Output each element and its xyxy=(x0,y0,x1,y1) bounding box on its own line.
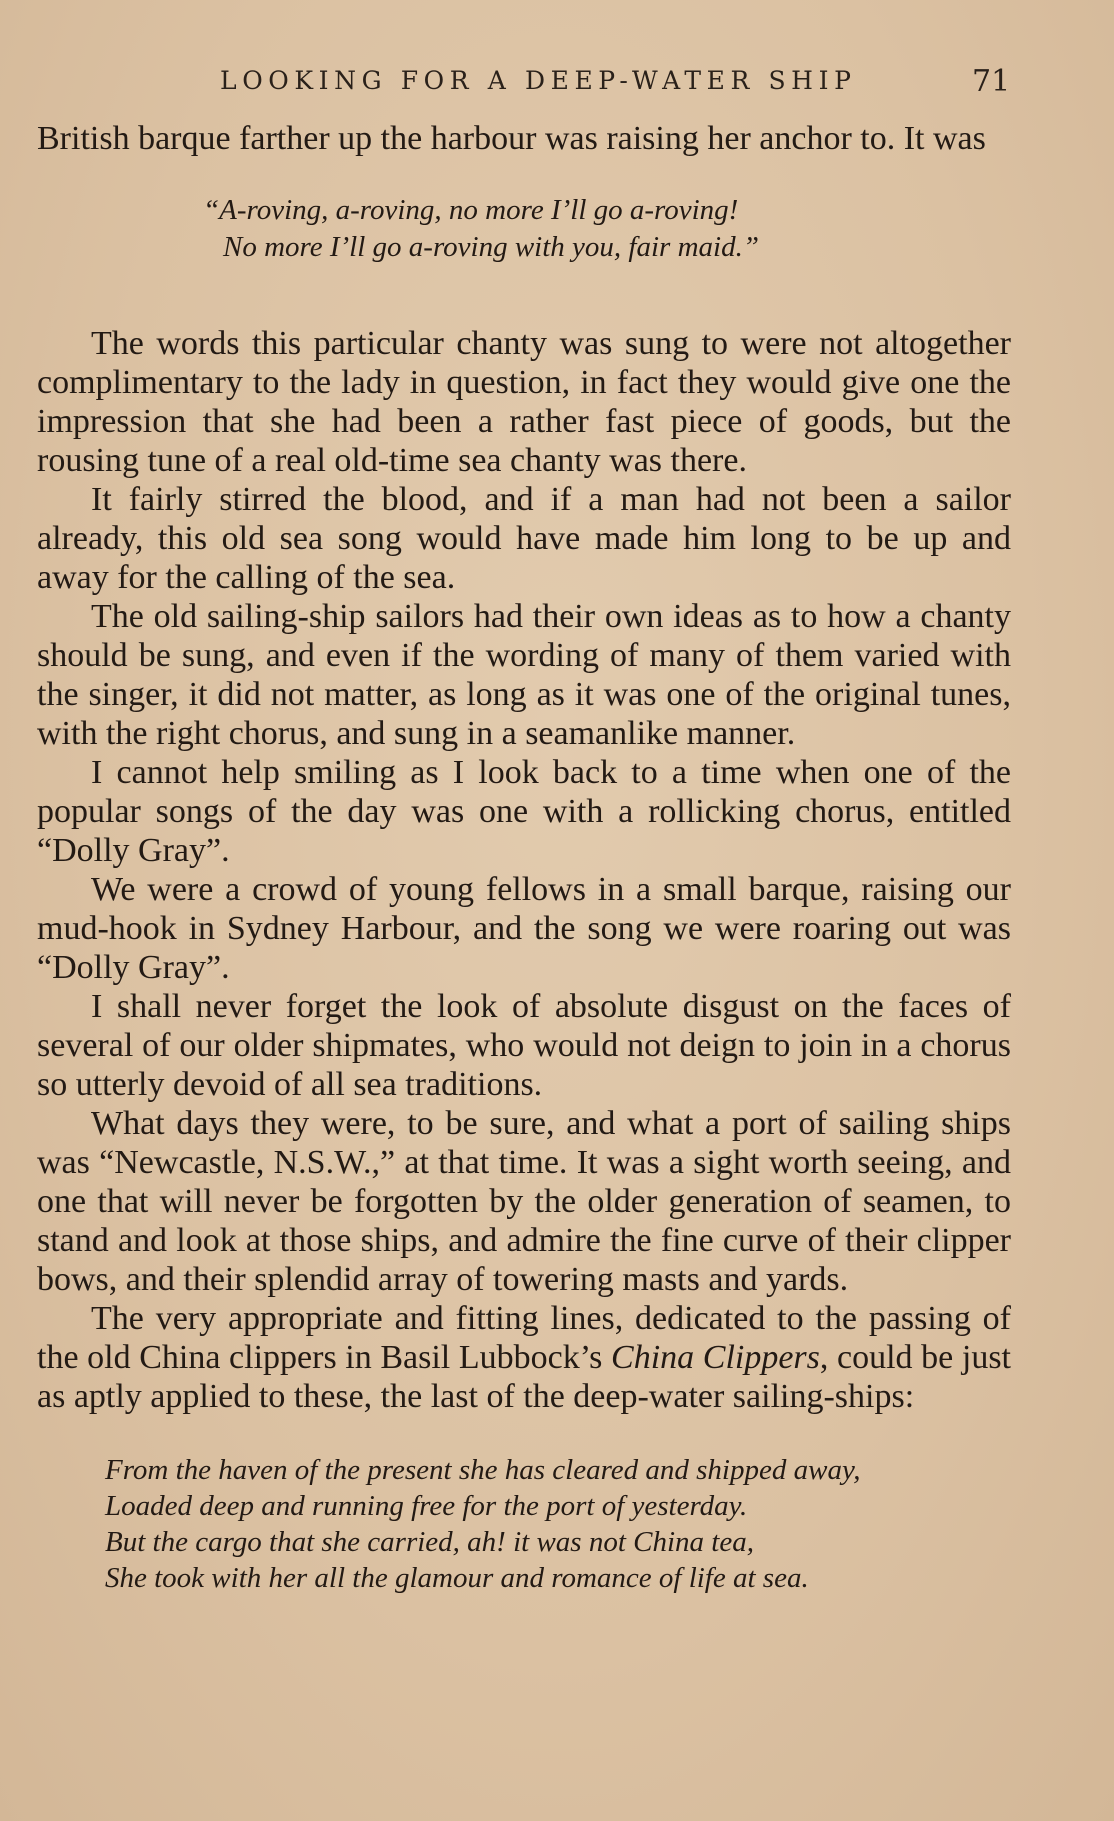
poem-verse xyxy=(105,1452,1011,1596)
verse-line: “A-roving, a-roving, no more I’ll go a-roving! xyxy=(203,194,739,226)
page-number: 71 xyxy=(972,64,1011,99)
verse-line: From the haven of the present she has cleared and shipped away, xyxy=(105,1454,861,1486)
verse-line: She took with her all the glamour and romance of life at sea. xyxy=(105,1562,809,1594)
paragraph: What days they were, to be sure, and what a port of sailing ships was “Newcastle, N.S.W.,” at that time. It was a sight worth seeing, and one that will never be forgotten by the older generation of seamen, to stand and look at those ships, and admire the fine curve of their clipper bows, and their splendid array of towering masts and yards. xyxy=(37,1105,1011,1298)
verse-line: No more I’ll go a-roving with you, fair maid.” xyxy=(223,231,759,263)
paragraph: The words this particular chanty was sung to were not altogether complimentary to the lady in question, in fact they would give one the impression that she had been a rather fast piece of goods, but the rousing tune of a real old-time sea chanty was there. xyxy=(37,325,1011,479)
paragraph-with-book-title xyxy=(37,1299,1011,1416)
opening-paragraph: British barque farther up the harbour was raising her anchor to. It was xyxy=(37,120,986,157)
verse-line: Loaded deep and running free for the port of yesterday. xyxy=(105,1490,748,1522)
paragraph: The old sailing-ship sailors had their own ideas as to how a chanty should be sung, and even if the wording of many of them varied with the singer, it did not matter, as long as it was one of the original tunes, with the right chorus, and sung in a seamanlike manner. xyxy=(37,598,1011,752)
book-title: China Clippers xyxy=(611,1339,820,1376)
verse-line: But the cargo that she carried, ah! it was not China tea, xyxy=(105,1526,754,1558)
paragraph: I shall never forget the look of absolute disgust on the faces of several of our older shipmates, who would not deign to join in a chorus so utterly devoid of all sea traditions. xyxy=(37,988,1011,1103)
chanty-verse xyxy=(203,192,1011,266)
body-text xyxy=(37,119,1011,1596)
paragraph-text-after: , could be just as aptly applied to these, the last of the deep-water sailing-ships: xyxy=(37,1339,1012,1415)
paragraph: We were a crowd of young fellows in a small barque, raising our mud-hook in Sydney Harbour, and the song we were roaring out was “Dolly Gray”. xyxy=(37,871,1011,986)
paragraph: It fairly stirred the blood, and if a man had not been a sailor already, this old sea song would have made him long to be up and away for the calling of the sea. xyxy=(37,481,1011,596)
paragraph: I cannot help smiling as I look back to a time when one of the popular songs of the day was one with a rollicking chorus, entitled “Dolly Gray”. xyxy=(37,754,1011,869)
paragraph-text-before: The very appropriate and fitting lines, dedicated to the passing of the old China clippers in Basil Lubbock’s xyxy=(37,1300,1011,1376)
running-title: LOOKING FOR A DEEP-WATER SHIP xyxy=(220,66,857,95)
